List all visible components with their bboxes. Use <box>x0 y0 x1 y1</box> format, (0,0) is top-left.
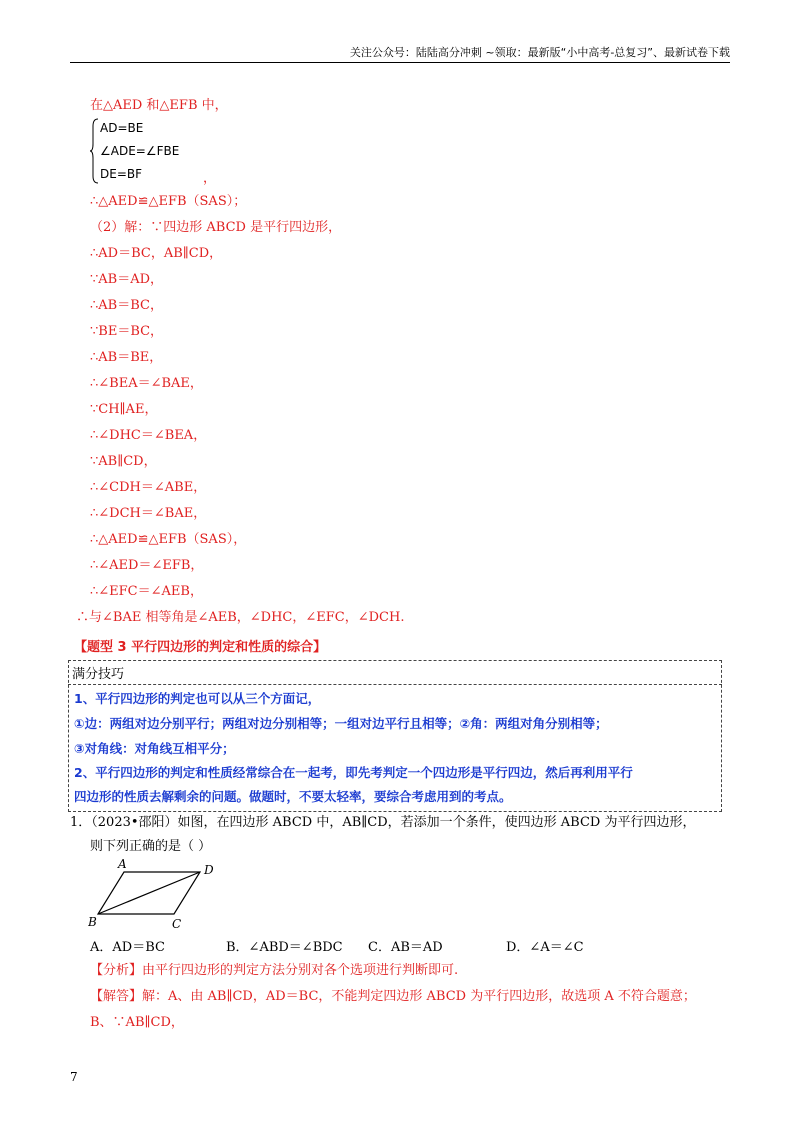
proof-line: ∴∠CDH＝∠ABE， <box>90 480 207 495</box>
option-a: A．AD＝BC <box>90 940 165 955</box>
vertex-label-c: C <box>172 917 182 930</box>
option-d: D．∠A＝∠C <box>506 940 584 955</box>
vertex-label-d: D <box>204 863 214 877</box>
answer-line-2: B、∵AB∥CD， <box>90 1015 184 1030</box>
analysis-text: 由平行四边形的判定方法分别对各个选项进行判断即可. <box>142 963 459 978</box>
tips-divider <box>68 684 722 685</box>
proof-line: ∴AB＝BC， <box>90 298 163 313</box>
proof-line: ∵BE＝BC， <box>90 324 164 339</box>
proof-line: ∴∠EFC＝∠AEB， <box>90 584 203 599</box>
parallelogram-figure <box>88 858 228 930</box>
proof-line: 在△AED 和△EFB 中， <box>90 98 228 113</box>
proof-line: （2）解：∵四边形 ABCD 是平行四边形， <box>90 220 342 235</box>
proof-line: ∵AB＝AD， <box>90 272 164 287</box>
diagonal-bd <box>98 872 200 914</box>
proof-conclusion: ∴与∠BAE 相等角是∠AEB，∠DHC，∠EFC，∠DCH. <box>76 610 405 625</box>
tips-title: 满分技巧 <box>72 667 125 682</box>
tip-line: 1、平行四边形的判定也可以从三个方面记， <box>74 691 321 706</box>
section-title: 【题型 3 平行四边形的判定和性质的综合】 <box>74 640 327 655</box>
page-number: 7 <box>70 1070 78 1084</box>
case-line: DE=BF <box>100 167 143 181</box>
proof-line: ∴△AED≌△EFB（SAS）， <box>90 532 247 547</box>
answer-line <box>90 988 696 1006</box>
tip-line: 2、平行四边形的判定和性质经常综合在一起考，即先考判定一个四边形是平行四边，然后再利用平行 <box>74 765 633 780</box>
option-c: C．AB＝AD <box>368 940 443 955</box>
proof-line: ∴AB＝BE， <box>90 350 163 365</box>
vertex-label-a: A <box>118 858 127 871</box>
tip-line: 四边形的性质去解剩余的问题。做题时，不要太轻率，要综合考虑用到的考点。 <box>74 789 512 804</box>
vertex-label-b: B <box>88 915 97 929</box>
analysis-tag: 【分析】 <box>90 963 143 978</box>
proof-line: ∴∠AED＝∠EFB， <box>90 558 204 573</box>
proof-line: ∴∠DHC＝∠BEA， <box>90 428 207 443</box>
question-stem-2: 则下列正确的是（ ） <box>90 839 212 854</box>
case-line: ∠ADE=∠FBE <box>100 144 180 158</box>
analysis-line <box>90 962 458 980</box>
header-rule <box>70 62 730 63</box>
proof-line: ∵AB∥CD， <box>90 454 157 469</box>
proof-line: ∴△AED≌△EFB（SAS）； <box>90 194 247 209</box>
case-line: AD=BE <box>100 121 144 135</box>
proof-line: ∴∠BEA＝∠BAE， <box>90 376 203 391</box>
question-stem: 1．（2023•邵阳）如图，在四边形 ABCD 中，AB∥CD，若添加一个条件，使四边形 ABCD 为平行四边形， <box>70 815 696 830</box>
case-comma: ， <box>203 171 217 186</box>
proof-line: ∵CH∥AE， <box>90 402 158 417</box>
option-b: B．∠ABD＝∠BDC <box>226 940 343 955</box>
tip-line: ①边：两组对边分别平行；两组对边分别相等；一组对边平行且相等；②角：两组对角分别相等； <box>74 716 608 731</box>
proof-line: ∴AD＝BC，AB∥CD， <box>90 246 223 261</box>
left-brace-icon <box>90 118 100 184</box>
answer-text: 解：A、由 AB∥CD，AD＝BC，不能判定四边形 ABCD 为平行四边形，故选项 A 不符合题意； <box>142 989 696 1004</box>
proof-line: ∴∠DCH＝∠BAE， <box>90 506 207 521</box>
tip-line: ③对角线：对角线互相平分； <box>74 741 235 756</box>
answer-tag: 【解答】 <box>90 989 143 1004</box>
page-header: 关注公众号：陆陆高分冲刺 ~领取：最新版“小中高考-总复习”、最新试卷下载 <box>349 46 730 59</box>
